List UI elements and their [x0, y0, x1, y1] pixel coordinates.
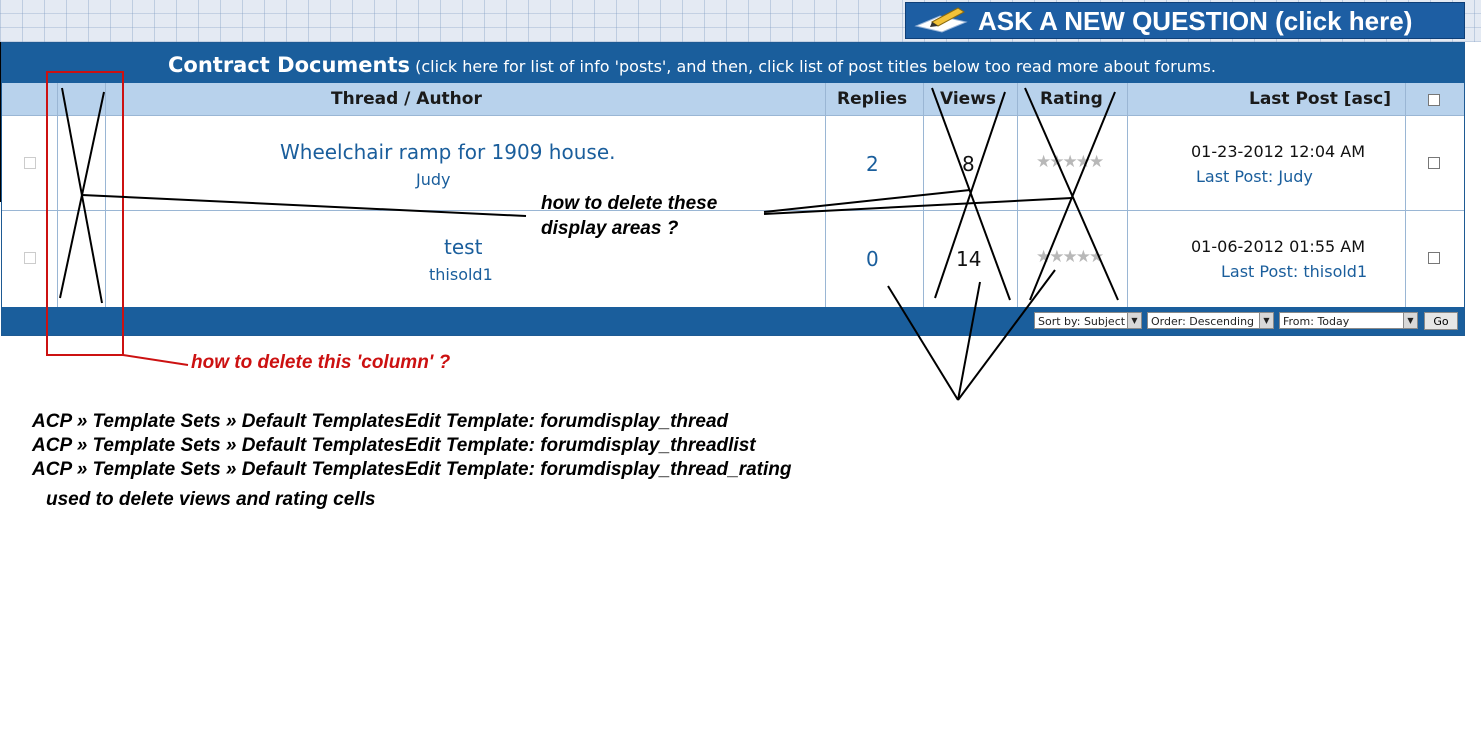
forum-subtitle[interactable]: (click here for list of info 'posts', and then, click list of post titles below too read more about forums.	[415, 57, 1216, 76]
sort-by-value: Sort by: Subject	[1038, 315, 1126, 328]
views-count: 8	[962, 152, 975, 176]
column-thread-author[interactable]: Thread / Author	[331, 89, 482, 109]
last-post-user-link[interactable]: thisold1	[1303, 262, 1368, 281]
last-post-label: Last Post:	[1196, 167, 1274, 186]
ask-new-question-button[interactable]: ASK A NEW QUESTION (click here)	[905, 2, 1465, 39]
red-pointer-line	[123, 355, 188, 365]
pointer-line	[888, 286, 958, 400]
last-post-date: 01-23-2012 12:04 AM	[1191, 142, 1366, 161]
annotation-column-question: how to delete this 'column' ?	[191, 352, 451, 373]
thread-title-link[interactable]: test	[444, 235, 483, 259]
thread-title-link[interactable]: Wheelchair ramp for 1909 house.	[280, 140, 616, 164]
go-button[interactable]: Go	[1424, 312, 1458, 330]
column-last-post[interactable]: Last Post [asc]	[1249, 89, 1391, 109]
cross-line	[1030, 92, 1115, 300]
thread-author-link[interactable]: Judy	[416, 170, 451, 189]
replies-count-link[interactable]: 2	[866, 152, 879, 176]
last-post-label: Last Post:	[1221, 262, 1299, 281]
rating-stars[interactable]: ★★★★★	[1036, 247, 1103, 267]
annotation-template-line: used to delete views and rating cells	[46, 489, 376, 510]
dropdown-arrow-icon: ▼	[1403, 313, 1417, 328]
rating-stars[interactable]: ★★★★★	[1036, 152, 1103, 172]
column-replies[interactable]: Replies	[837, 89, 908, 109]
thread-author-link[interactable]: thisold1	[429, 265, 493, 284]
replies-count-link[interactable]: 0	[866, 247, 879, 271]
column-rating[interactable]: Rating	[1040, 89, 1103, 109]
last-post-date: 01-06-2012 01:55 AM	[1191, 237, 1366, 256]
annotation-template-line: ACP » Template Sets » Default TemplatesEdit Template: forumdisplay_threadlist	[32, 435, 756, 456]
pointer-line	[764, 198, 1072, 214]
forum-title[interactable]: Contract Documents	[168, 53, 411, 77]
annotation-template-line: ACP » Template Sets » Default TemplatesEdit Template: forumdisplay_thread	[32, 411, 729, 432]
from-value: From: Today	[1283, 315, 1350, 328]
annotation-template-line: ACP » Template Sets » Default TemplatesEdit Template: forumdisplay_thread_rating	[32, 459, 792, 480]
order-value: Order: Descending	[1151, 315, 1255, 328]
dropdown-arrow-icon: ▼	[1259, 313, 1273, 328]
dropdown-arrow-icon: ▼	[1127, 313, 1141, 328]
pointer-line	[958, 282, 980, 400]
column-views[interactable]: Views	[940, 89, 997, 109]
annotation-text: display areas ?	[541, 218, 679, 239]
annotation-text: how to delete these	[541, 193, 718, 214]
pointer-line	[82, 195, 526, 216]
last-post-user-link[interactable]: Judy	[1278, 167, 1313, 186]
views-count: 14	[956, 247, 982, 271]
